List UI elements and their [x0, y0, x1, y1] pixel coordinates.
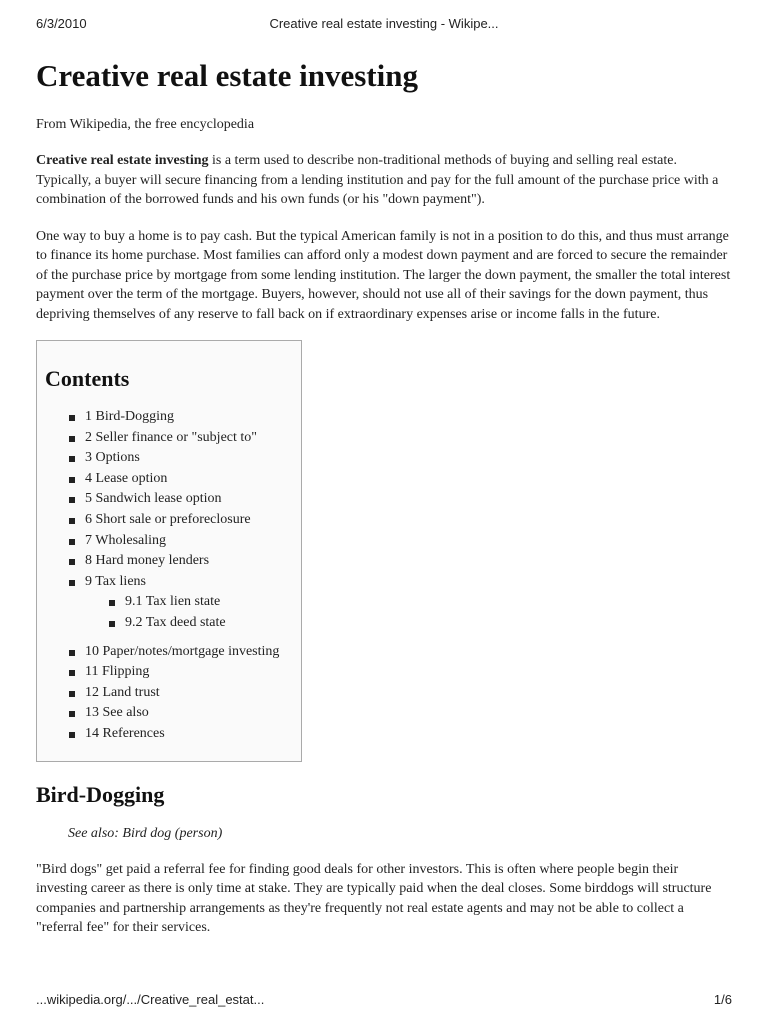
bullet-icon	[69, 670, 75, 676]
toc-item[interactable]	[45, 662, 301, 683]
toc-item[interactable]	[45, 572, 301, 593]
bullet-icon	[69, 732, 75, 738]
bullet-icon	[69, 477, 75, 483]
bullet-icon	[69, 580, 75, 586]
toc-list	[45, 407, 301, 592]
toc-link[interactable]: 9.2 Tax deed state	[125, 614, 226, 630]
toc-item[interactable]	[45, 428, 301, 449]
toc-link[interactable]: 5 Sandwich lease option	[85, 491, 222, 507]
toc-link[interactable]: 6 Short sale or preforeclosure	[85, 511, 251, 527]
toc-title: Contents	[45, 366, 130, 391]
intro-text: is a term used to describe non-traditional methods of buying and selling real estate. Typically, a buyer will secure financing from a lending institution and pay for the full amount of the purchase price with a combination of the borrowed funds and his own funds (or his "down payment").	[36, 153, 719, 207]
bird-dogging-paragraph: "Bird dogs" get paid a referral fee for finding good deals for other investors. This is often where people begin their investing career as there is only time at stake. They are typically paid when the deal closes. Some birddogs will structure companies and partnership arrangements as they're frequently not real estate agents and may not be able to collect a "referral fee" for their services.	[36, 861, 712, 935]
intro-bold-term: Creative real estate investing	[36, 153, 209, 168]
toc-link[interactable]: 7 Wholesaling	[85, 532, 167, 548]
print-page-title: Creative real estate investing - Wikipe...	[269, 16, 499, 31]
print-date: 6/3/2010	[36, 16, 87, 31]
toc-item[interactable]	[45, 510, 301, 531]
bullet-icon	[69, 497, 75, 503]
toc-item[interactable]	[45, 642, 301, 663]
toc-item[interactable]	[45, 469, 301, 490]
toc-link[interactable]: 4 Lease option	[85, 470, 168, 486]
print-header	[0, 16, 768, 36]
bullet-icon	[69, 456, 75, 462]
article-title: Creative real estate investing	[36, 58, 418, 93]
toc-link[interactable]: 12 Land trust	[85, 684, 160, 700]
toc-link[interactable]: 10 Paper/notes/mortgage investing	[85, 643, 280, 659]
bullet-icon	[69, 415, 75, 421]
intro-paragraph	[36, 151, 732, 210]
toc-link[interactable]: 14 References	[85, 725, 165, 741]
toc-item[interactable]	[45, 448, 301, 469]
toc-item[interactable]	[45, 531, 301, 552]
toc-subitem[interactable]	[45, 592, 301, 613]
toc-link[interactable]: 8 Hard money lenders	[85, 553, 210, 569]
toc-item[interactable]	[45, 683, 301, 704]
article-content	[36, 54, 732, 938]
bullet-icon	[69, 711, 75, 717]
print-url: ...wikipedia.org/.../Creative_real_estat...	[36, 992, 265, 1007]
toc-link[interactable]: 11 Flipping	[85, 664, 150, 680]
toc-list-continued	[45, 642, 301, 745]
toc-link[interactable]: 3 Options	[85, 450, 140, 466]
toc-sublist	[45, 592, 301, 633]
toc-item[interactable]	[45, 703, 301, 724]
toc-subitem[interactable]	[45, 613, 301, 634]
bullet-icon	[69, 559, 75, 565]
print-footer	[0, 992, 768, 1012]
toc-link[interactable]: 1 Bird-Dogging	[85, 409, 175, 424]
page-number: 1/6	[713, 992, 732, 1007]
bullet-icon	[109, 621, 115, 627]
see-also-note: See also: Bird dog (person)	[68, 825, 223, 841]
second-paragraph: One way to buy a home is to pay cash. But the typical American family is not in a position to do this, and thus must arrange to finance its home purchase. Most families can afford only a modest down payment and are forced to secure the remainder of the purchase price by mortgage from some lending institution. The larger the down payment, the smaller the total interest payment over the term of the mortgage. Buyers, however, should not use all of their savings for the down payment, thus depriving themselves of any reserve to fall back on if extraordinary expenses arise or income falls in the future.	[36, 228, 731, 322]
bullet-icon	[69, 539, 75, 545]
toc-link[interactable]: 13 See also	[85, 705, 149, 721]
toc-item[interactable]	[45, 407, 301, 428]
article-source: From Wikipedia, the free encyclopedia	[36, 117, 255, 132]
toc-link[interactable]: 9 Tax liens	[85, 573, 146, 589]
toc-item[interactable]	[45, 551, 301, 572]
bullet-icon	[69, 436, 75, 442]
toc-link[interactable]: 2 Seller finance or "subject to"	[85, 429, 257, 445]
toc-link[interactable]: 9.1 Tax lien state	[125, 594, 221, 610]
bullet-icon	[69, 650, 75, 656]
bullet-icon	[69, 691, 75, 697]
section-heading-bird-dogging: Bird-Dogging	[36, 781, 165, 807]
table-of-contents	[36, 340, 302, 762]
bullet-icon	[109, 600, 115, 606]
toc-item[interactable]	[45, 724, 301, 745]
toc-item[interactable]	[45, 489, 301, 510]
bullet-icon	[69, 518, 75, 524]
